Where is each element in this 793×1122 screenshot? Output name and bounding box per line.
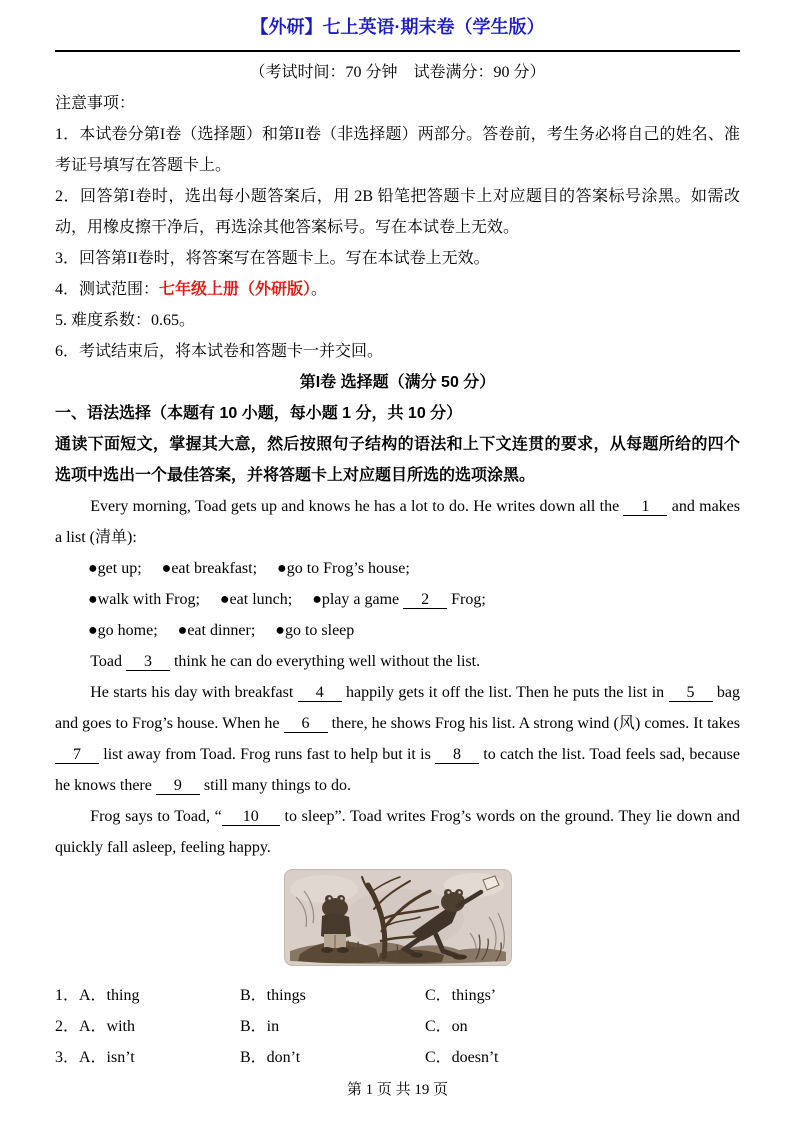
test-scope-highlight: 七年级上册（外研版） xyxy=(159,281,312,298)
option-cell: 2．A．with xyxy=(55,1018,136,1035)
cloze-blank-3: 3 xyxy=(126,653,170,671)
passage-paragraph: ●get up; ●eat breakfast; ●go to Frog’s house; xyxy=(88,560,410,577)
cloze-blank-1: 1 xyxy=(623,498,667,516)
passage xyxy=(55,491,740,863)
page-footer: 第 1 页 共 19 页 xyxy=(346,1082,449,1098)
passage-paragraph: Frog says to Toad, “ 10 to sleep”. Toad writes Frog’s words on the ground. They lie down and quickly fall asleep, feeling happy. xyxy=(55,808,741,856)
notice-item-4-suffix: 。 xyxy=(311,281,328,298)
passage-paragraph: Toad 3 think he can do everything well without the list. xyxy=(90,653,481,670)
notice-item-6: 6．考试结束后，将本试卷和答题卡一并交回。 xyxy=(55,343,384,360)
option-cell: B．in xyxy=(240,1018,280,1035)
notice-item-2: 2．回答第I卷时，选出每小题答案后，用 2B 铅笔把答题卡上对应题目的答案标号涂黑。如需改动，用橡皮擦干净后，再选涂其他答案标号。写在本试卷上无效。 xyxy=(55,188,740,236)
page-title: 【外研】七上英语·期末卷（学生版） xyxy=(250,17,545,37)
passage-paragraph: ●walk with Frog; ●eat lunch; ●play a game 2 Frog; xyxy=(88,591,486,608)
option-cell: 3．A．isn’t xyxy=(55,1049,135,1066)
illustration-wrap xyxy=(55,869,740,972)
cloze-blank-6: 6 xyxy=(284,715,328,733)
section-heading: 一、语法选择（本题有 10 小题，每小题 1 分，共 10 分） xyxy=(55,405,463,422)
story-illustration xyxy=(284,869,512,966)
option-row-2 xyxy=(55,1011,740,1042)
cloze-blank-10: 10 xyxy=(222,808,280,826)
option-row-3 xyxy=(55,1042,740,1073)
notice-item-5: 5. 难度系数：0.65。 xyxy=(55,312,196,329)
passage-paragraph: He starts his day with breakfast 4 happily gets it off the list. Then he puts the list in 5 bag and goes to Frog’s house. When he 6 there, he shows Frog his list. A strong wind (风) comes. It takes 7 list away from Toad. Frog runs fast to help but it is 8 to catch the list. Toad feels sad, because he knows there 9 still many things to do. xyxy=(55,684,741,794)
header-divider xyxy=(55,50,740,52)
option-cell: 1．A．thing xyxy=(55,987,140,1004)
option-cell: B．don’t xyxy=(240,1049,301,1066)
cloze-blank-7: 7 xyxy=(55,746,99,764)
passage-paragraph: ●go home; ●eat dinner; ●go to sleep xyxy=(88,622,355,639)
notice-item-4 xyxy=(55,274,740,305)
options-section xyxy=(55,980,740,1073)
option-cell: C．things’ xyxy=(425,987,497,1004)
notice-section xyxy=(55,88,740,367)
notice-item-1: 1．本试卷分第I卷（选择题）和第II卷（非选择题）两部分。答卷前，考生务必将自己的姓名、准考证号填写在答题卡上。 xyxy=(55,126,740,174)
notice-item-4-prefix: 4．测试范围： xyxy=(55,281,160,298)
cloze-blank-2: 2 xyxy=(403,591,447,609)
option-row-1 xyxy=(55,980,740,1011)
notice-heading: 注意事项： xyxy=(55,95,136,112)
part-title: 第I卷 选择题（满分 50 分） xyxy=(299,374,496,391)
cloze-blank-8: 8 xyxy=(435,746,479,764)
option-cell: B．things xyxy=(240,987,306,1004)
option-cell: C．doesn’t xyxy=(425,1049,499,1066)
cloze-blank-4: 4 xyxy=(298,684,342,702)
option-cell: C．on xyxy=(425,1018,468,1035)
exam-info: （考试时间：70 分钟 试卷满分：90 分） xyxy=(249,64,546,81)
cloze-blank-5: 5 xyxy=(669,684,713,702)
section-instructions: 通读下面短文，掌握其大意，然后按照句子结构的语法和上下文连贯的要求，从每题所给的四个选项中选出一个最佳答案，并将答题卡上对应题目所选的选项涂黑。 xyxy=(55,436,740,484)
notice-item-3: 3．回答第II卷时，将答案写在答题卡上。写在本试卷上无效。 xyxy=(55,250,490,267)
cloze-blank-9: 9 xyxy=(156,777,200,795)
passage-paragraph: Every morning, Toad gets up and knows he has a lot to do. He writes down all the 1 and makes a list (清单): xyxy=(55,498,741,546)
